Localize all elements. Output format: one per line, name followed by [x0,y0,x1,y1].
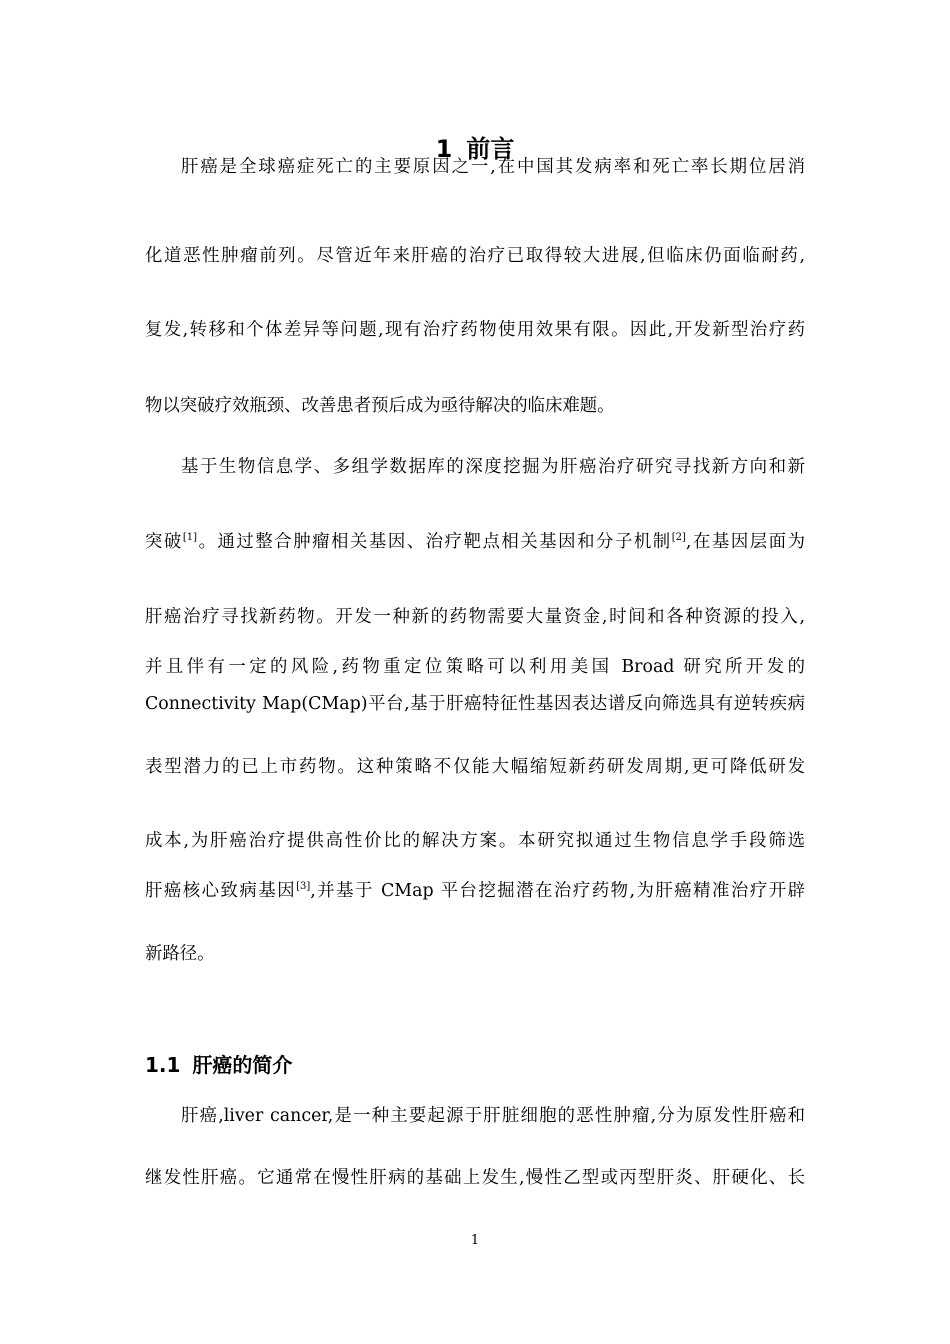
citation-ref: [1] [182,532,198,543]
paragraph-1-line-4: 物以突破疗效瓶颈、改善患者预后成为亟待解决的临床难题。 [145,396,615,416]
subsection-heading [145,1050,292,1080]
text-run: 。通过整合肿瘤相关基因、治疗靶点相关基因和分子机制 [197,532,672,552]
paragraph-2-line-6: 表型潜力的已上市药物。这种策略不仅能大幅缩短新药研发周期,更可降低研发 [145,757,805,777]
paragraph-2-line-8 [145,876,805,906]
page-number: 1 [470,1233,480,1248]
paragraph-1-line-3: 复发,转移和个体差异等问题,现有治疗药物使用效果有限。因此,开发新型治疗药 [145,320,805,340]
text-run: ,并基于 CMap 平台挖掘潜在治疗药物,为肝癌精准治疗开辟 [310,881,805,901]
text-run: 突破 [145,532,183,552]
paragraph-2-line-7: 成本,为肝癌治疗提供高性价比的解决方案。本研究拟通过生物信息学手段筛选 [145,831,805,851]
paragraph-2-line-4: 并且伴有一定的风险,药物重定位策略可以利用美国 Broad 研究所开发的 [145,657,805,677]
subsection-title: 肝癌的简介 [192,1053,293,1077]
paragraph-2-line-1: 基于生物信息学、多组学数据库的深度挖掘为肝癌治疗研究寻找新方向和新 [181,457,805,477]
paragraph-2-line-5: Connectivity Map(CMap)平台,基于肝癌特征性基因表达谱反向筛选具有逆转疾病 [145,694,805,714]
paragraph-3-line-2: 继发性肝癌。它通常在慢性肝病的基础上发生,慢性乙型或丙型肝炎、肝硬化、长 [145,1168,805,1188]
text-run: ,在基因层面为 [685,532,805,552]
text-run: 肝癌核心致病基因 [145,881,297,901]
paragraph-2-line-2 [145,527,805,557]
paragraph-2-line-9: 新路径。 [145,944,215,964]
citation-ref: [3] [296,881,311,892]
subsection-number: 1.1 [145,1053,181,1077]
paragraph-3-line-1: 肝癌,liver cancer,是一种主要起源于肝脏细胞的恶性肿瘤,分为原发性肝癌和 [181,1106,805,1126]
citation-ref: [2] [671,532,686,543]
section-title: 前言 [466,135,515,163]
paragraph-2-line-3: 肝癌治疗寻找新药物。开发一种新的药物需要大量资金,时间和各种资源的投入, [145,607,805,627]
section-number: 1 [435,135,453,163]
paragraph-1-line-1: 肝癌是全球癌症死亡的主要原因之一,在中国其发病率和死亡率长期位居消 [181,157,805,177]
paragraph-1-line-2: 化道恶性肿瘤前列。尽管近年来肝癌的治疗已取得较大进展,但临床仍面临耐药, [145,246,805,266]
